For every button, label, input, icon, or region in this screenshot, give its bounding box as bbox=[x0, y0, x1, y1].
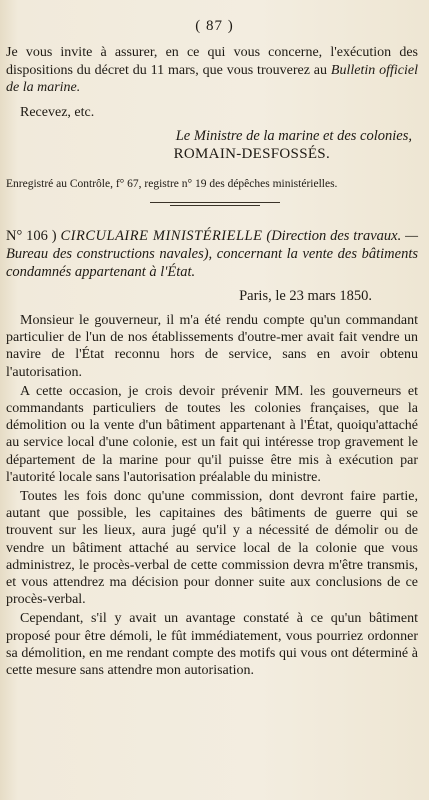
body-paragraph-1: Monsieur le gouverneur, il m'a été rendu compte qu'un commandant particulier de l'un de nos établissements d'outre-mer avait fait vendre un navire de l'État reconnu hors de service, sans en avoir obtenu l'autorisation. bbox=[6, 313, 418, 380]
body-paragraph-2: A cette occasion, je crois devoir prévenir MM. les gouverneurs et commandants particuliers de toutes les colonies françaises, que la démolition ou la vente d'un bâtiment appartenant à l'État, quoiqu'attaché au service local d'une colonie, est un fait qui intéresse trop gravement le département de la marine pour qu'il puisse être mis à exécution par l'autorité locale sans l'autorisation préalable du ministre. bbox=[6, 383, 418, 485]
bulletin-title: Bulletin officiel de la marine. bbox=[6, 62, 418, 95]
recevez-line: Recevez, etc. bbox=[20, 105, 95, 120]
signature-name: ROMAIN-DESFOSSÉS. bbox=[173, 146, 330, 162]
page-number: ( 87 ) bbox=[195, 18, 234, 34]
signature-title: Le Ministre de la marine et des colonies, bbox=[175, 128, 412, 144]
circular-number: N° 106 ) bbox=[6, 228, 57, 244]
body-paragraph-4: Cependant, s'il y avait un avantage constaté à ce qu'un bâtiment proposé pour être démoli, le fût immédiatement, vous pourriez ordonner sa démolition, en me rendant compte des motifs qui vous ont déterminé à cette mesure sans attendre mon autorisation. bbox=[6, 611, 418, 679]
body-paragraph-3: Toutes les fois donc qu'une commission, dont devront faire partie, autant que possible, les capitaines des bâtiments de guerre qui se trouvent sur les lieux, aura jugé qu'il y a nécessité de démolir ou de vendre un bâtiment attaché au service local de la colonie que vous administrez, le procès-verbal de cette commission devra m'être transmis, et vous attendrez ma décision pour donner suite aux conclusions de ce procès-verbal. bbox=[6, 489, 418, 608]
circular-title: CIRCULAIRE MINISTÉRIELLE bbox=[60, 228, 263, 244]
circular-body bbox=[6, 312, 418, 681]
section-divider bbox=[150, 202, 280, 203]
registration-note: Enregistré au Contrôle, f° 67, registre n° 19 des dépêches ministérielles. bbox=[6, 178, 338, 190]
section-divider-thin bbox=[170, 205, 260, 206]
circular-subtitle: (Direction des travaux. — Bureau des constructions navales), concernant la vente des bâtiments condamnés appartenant à l'État. bbox=[6, 228, 419, 280]
dateline: Paris, le 23 mars 1850. bbox=[239, 288, 372, 304]
intro-paragraph bbox=[6, 44, 418, 97]
circular-heading bbox=[6, 227, 418, 281]
intro-text: Je vous invite à assurer, en ce qui vous concerne, l'exécution des dispositions du décret du 11 mars, que vous trouverez au bbox=[6, 45, 418, 78]
